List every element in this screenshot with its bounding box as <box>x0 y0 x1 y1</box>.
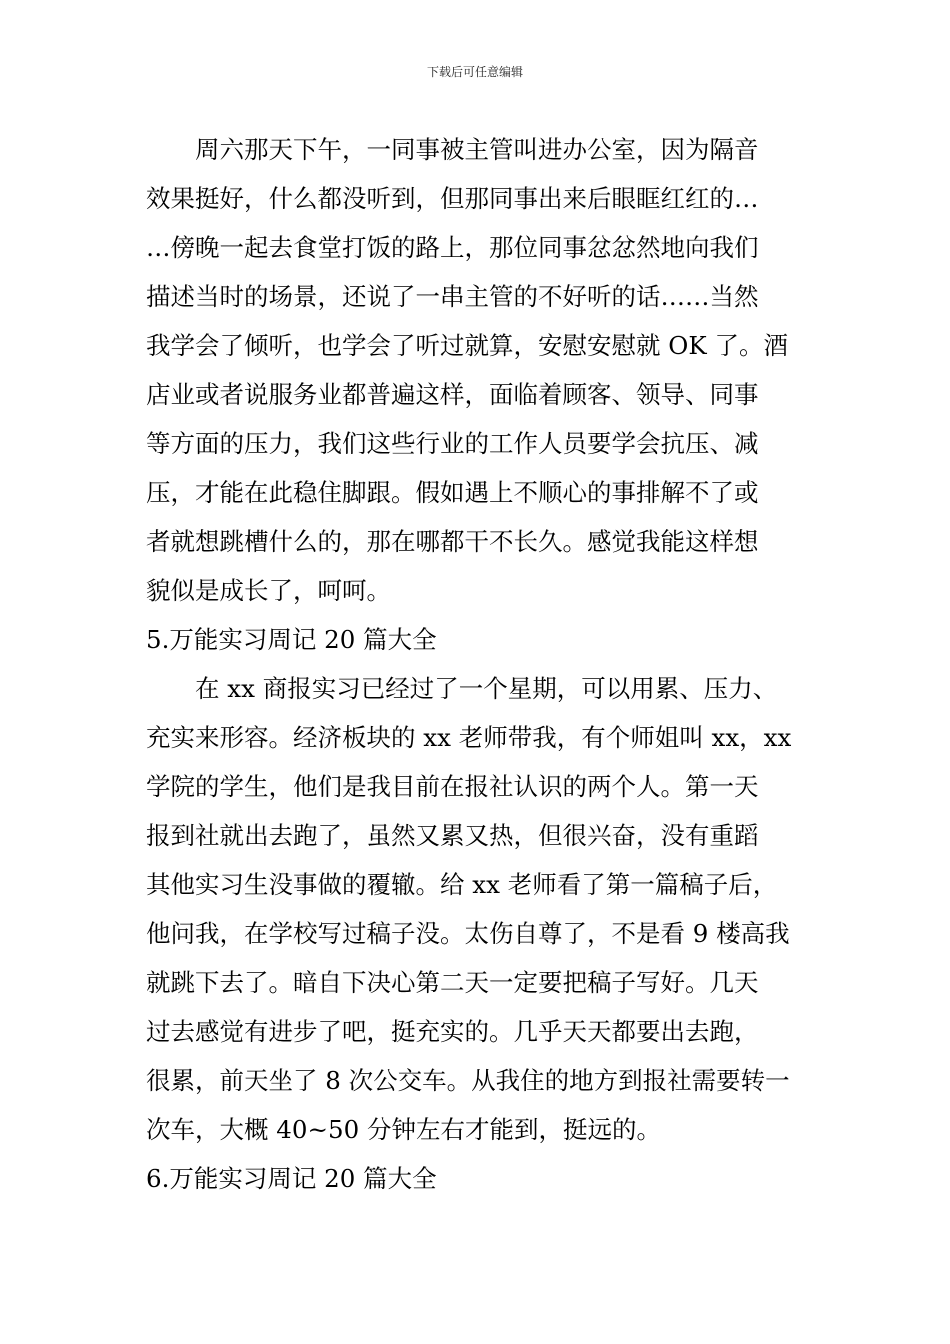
text-line: 店业或者说服务业都普遍这样，面临着顾客、领导、同事 <box>146 380 759 409</box>
page-header: 下载后可任意编辑 <box>426 65 523 79</box>
text-line: 在 xx 商报实习已经过了一个星期，可以用累、压力、 <box>146 674 778 703</box>
text-line: 其他实习生没事做的覆辙。给 xx 老师看了第一篇稿子后， <box>146 870 778 899</box>
text-line: 压，才能在此稳住脚跟。假如遇上不顺心的事排解不了或 <box>146 478 759 507</box>
text-line: 我学会了倾听，也学会了听过就算，安慰安慰就 OK 了。酒 <box>146 331 788 360</box>
text-line: 过去感觉有进步了吧，挺充实的。几乎天天都要出去跑， <box>146 1017 759 1046</box>
section-heading: 6.万能实习周记 20 篇大全 <box>146 1164 437 1193</box>
text-line: 他问我，在学校写过稿子没。太伤自尊了，不是看 9 楼高我 <box>146 919 790 948</box>
text-line: 者就想跳槽什么的，那在哪都干不长久。感觉我能这样想 <box>146 527 759 556</box>
text-line: 等方面的压力，我们这些行业的工作人员要学会抗压、减 <box>146 429 759 458</box>
text-line: 学院的学生，他们是我目前在报社认识的两个人。第一天 <box>146 772 759 801</box>
section-heading: 5.万能实习周记 20 篇大全 <box>146 625 437 654</box>
text-line: 很累，前天坐了 8 次公交车。从我住的地方到报社需要转一 <box>146 1066 790 1095</box>
text-line: 次车，大概 40~50 分钟左右才能到，挺远的。 <box>146 1115 661 1144</box>
text-line: 效果挺好，什么都没听到，但那同事出来后眼眶红红的… <box>146 184 759 213</box>
text-line: 描述当时的场景，还说了一串主管的不好听的话……当然 <box>146 282 759 311</box>
text-line: …傍晚一起去食堂打饭的路上，那位同事忿忿然地向我们 <box>146 233 759 262</box>
text-line: 就跳下去了。暗自下决心第二天一定要把稿子写好。几天 <box>146 968 759 997</box>
text-line: 周六那天下午，一同事被主管叫进办公室，因为隔音 <box>146 135 759 164</box>
text-line: 报到社就出去跑了，虽然又累又热，但很兴奋，没有重蹈 <box>146 821 759 850</box>
text-line: 充实来形容。经济板块的 xx 老师带我，有个师姐叫 xx，xx <box>146 723 792 752</box>
text-line: 貌似是成长了，呵呵。 <box>146 576 391 605</box>
